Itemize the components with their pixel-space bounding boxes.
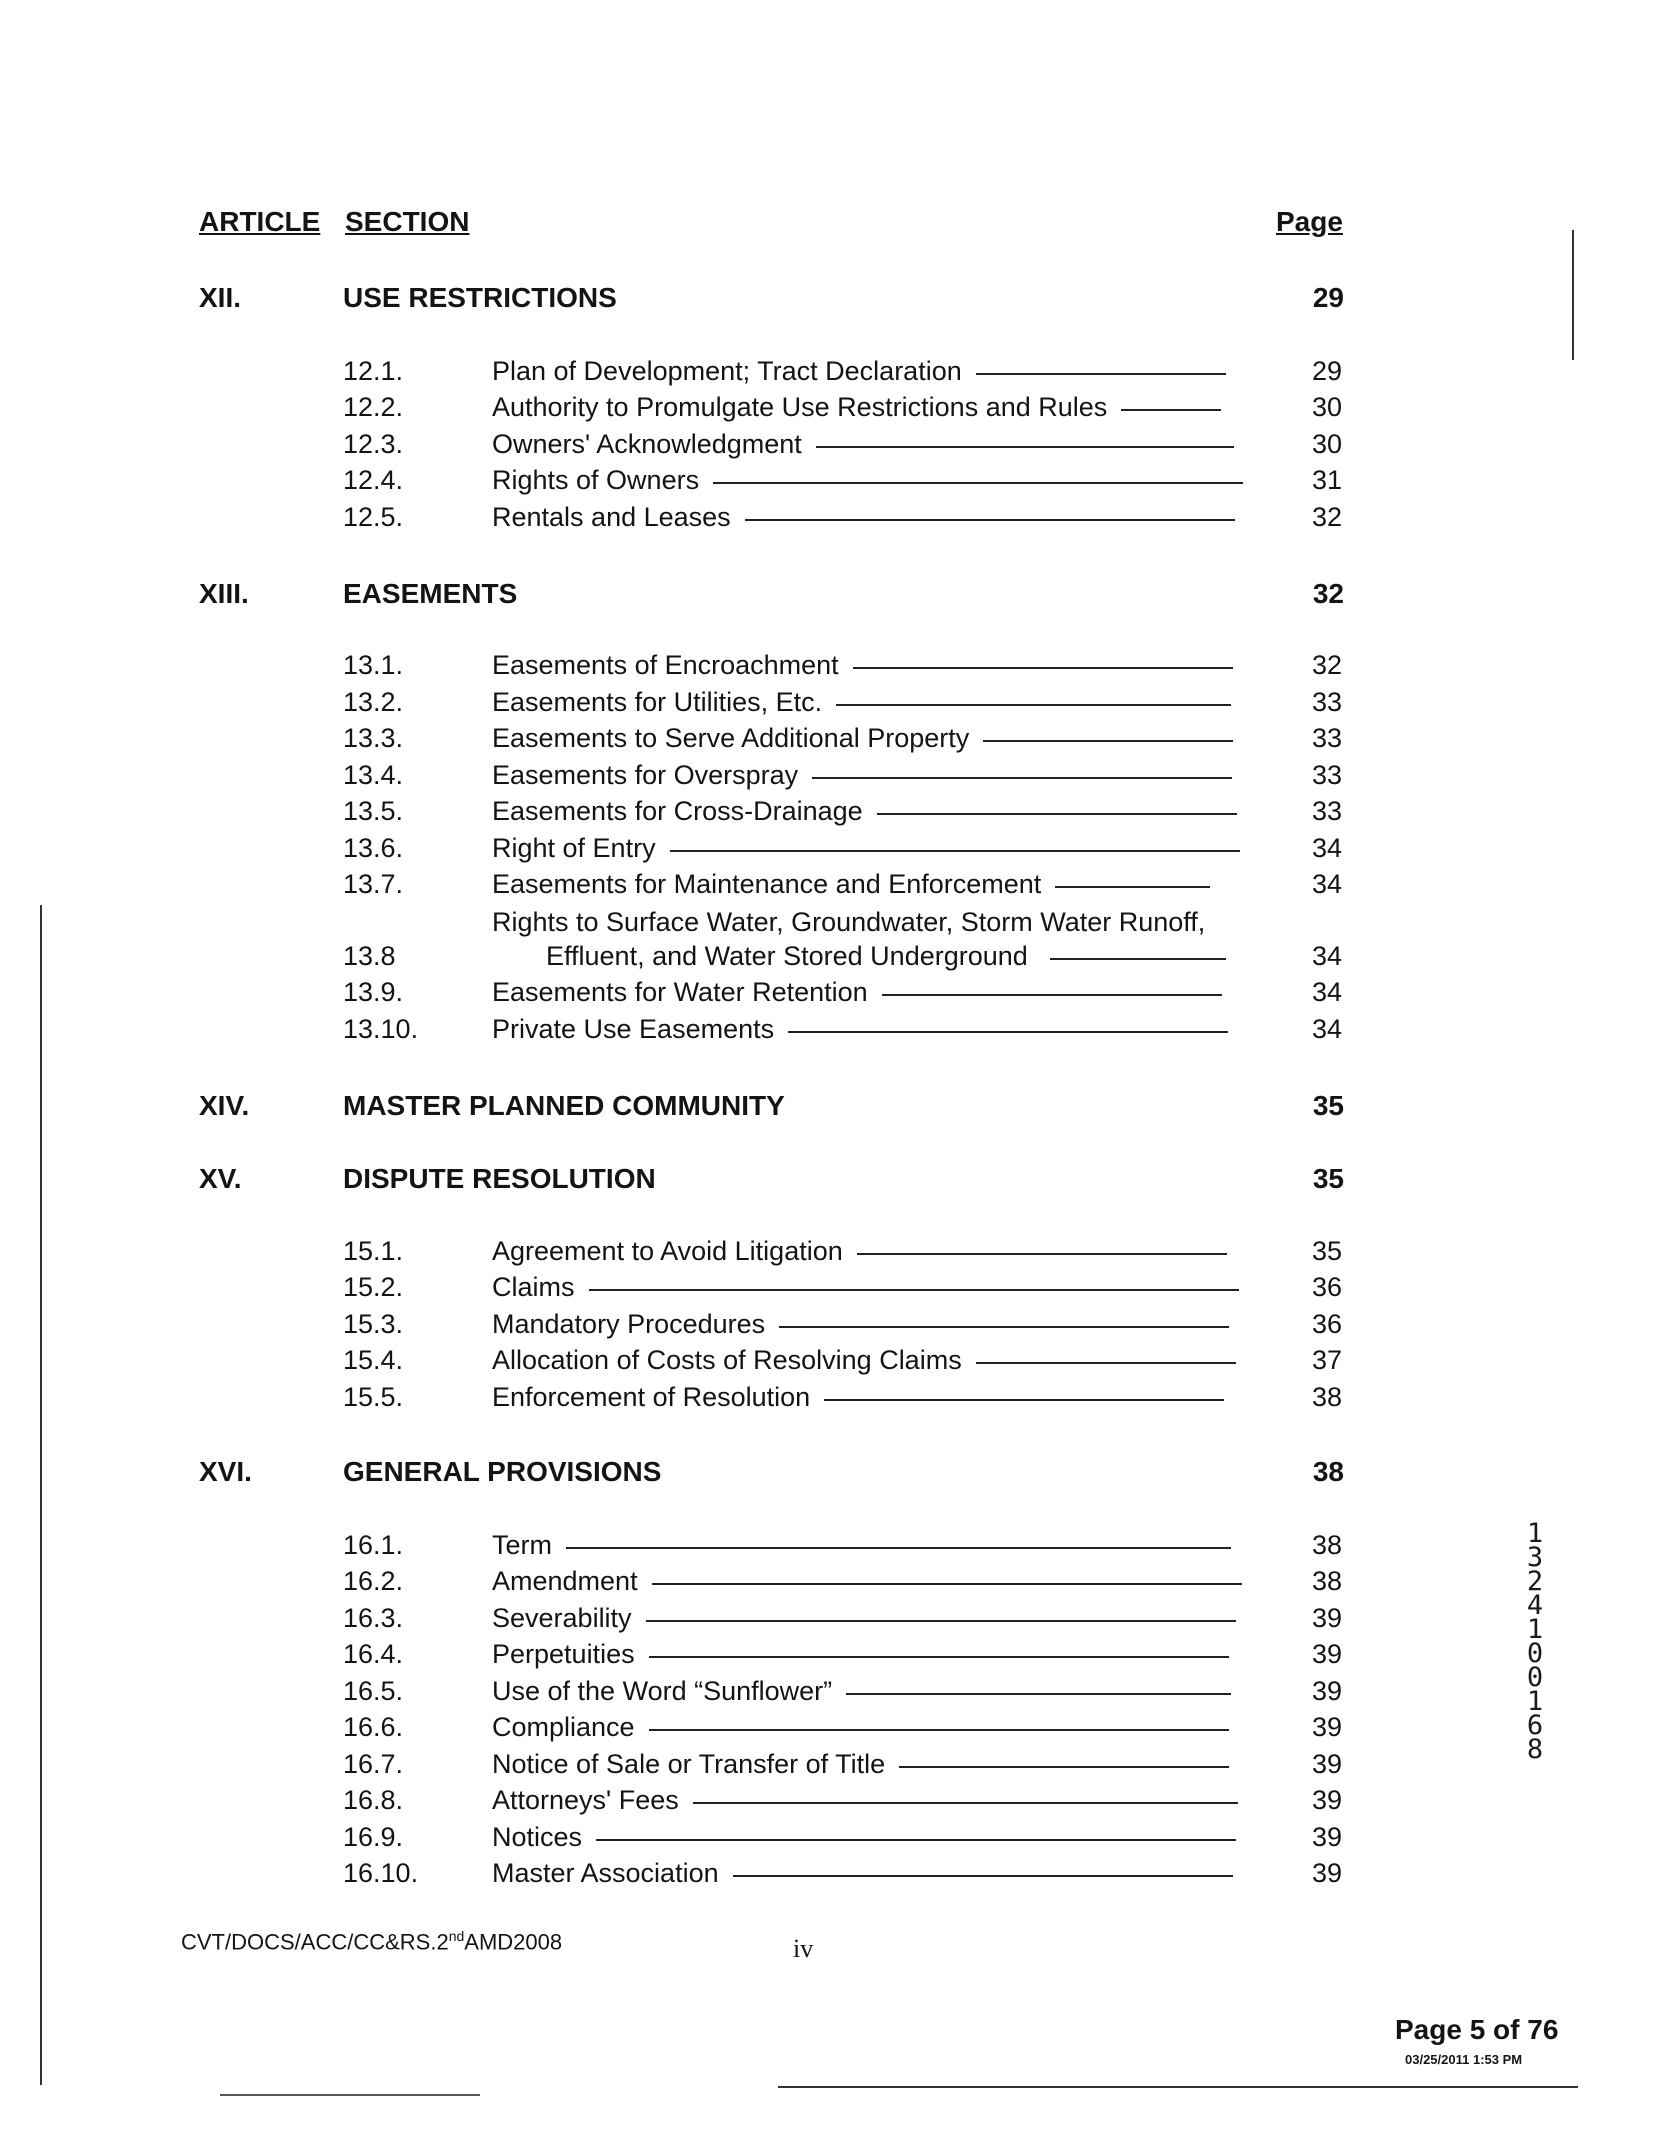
section-title: Severability [492, 1603, 1236, 1634]
section-title: Term [492, 1530, 1231, 1561]
section-page: 33 [1311, 723, 1342, 753]
section-title: Notice of Sale or Transfer of Title [492, 1749, 1229, 1780]
dot-leader [976, 1362, 1236, 1364]
article-number: XII. [199, 282, 242, 313]
section-title: Agreement to Avoid Litigation [492, 1236, 1227, 1267]
dot-leader [779, 1326, 1229, 1328]
section-page: 31 [1311, 465, 1342, 495]
dot-leader [836, 704, 1231, 706]
dot-leader [853, 667, 1233, 669]
section-number: 16.10. [343, 1858, 419, 1888]
section-page: 39 [1311, 1858, 1342, 1888]
section-page: 39 [1311, 1639, 1342, 1669]
dot-leader [877, 813, 1237, 815]
section-page: 32 [1311, 502, 1342, 532]
dot-leader [857, 1253, 1227, 1255]
dot-leader [816, 446, 1234, 448]
section-title: Easements for Utilities, Etc. [492, 687, 1231, 718]
article-number: XV. [199, 1163, 242, 1194]
dot-leader [788, 1031, 1228, 1033]
section-title: Enforcement of Resolution [492, 1382, 1224, 1413]
section-page: 30 [1311, 392, 1342, 422]
section-page: 29 [1311, 356, 1342, 386]
section-page: 39 [1311, 1785, 1342, 1815]
section-title: Rentals and Leases [492, 502, 1235, 533]
section-title: Compliance [492, 1712, 1229, 1743]
article-page: 29 [1312, 282, 1344, 313]
header-page: Page [1276, 206, 1343, 237]
article-page: 38 [1312, 1456, 1344, 1487]
section-page: 39 [1311, 1603, 1342, 1633]
section-page: 34 [1311, 941, 1342, 971]
page-of-total: Page 5 of 76 [1395, 2014, 1559, 2045]
section-title-line-2: Effluent, and Water Stored Underground [546, 941, 1226, 972]
section-number: 12.3. [343, 429, 404, 459]
header-section: SECTION [345, 206, 470, 237]
section-title: Attorneys' Fees [492, 1785, 1238, 1816]
section-number: 12.4. [343, 465, 404, 495]
section-title: Easements of Encroachment [492, 650, 1233, 681]
section-title: Mandatory Procedures [492, 1309, 1229, 1340]
article-title: DISPUTE RESOLUTION [343, 1163, 656, 1194]
section-title: Amendment [492, 1566, 1242, 1597]
article-page: 35 [1312, 1163, 1344, 1194]
section-title: Easements for Cross-Drainage [492, 796, 1237, 827]
dot-leader [983, 740, 1233, 742]
article-title: MASTER PLANNED COMMUNITY [343, 1090, 785, 1121]
section-number: 13.5. [343, 796, 404, 826]
section-page: 38 [1311, 1530, 1342, 1560]
dot-leader [824, 1399, 1224, 1401]
section-page: 34 [1311, 833, 1342, 863]
dot-leader [846, 1693, 1231, 1695]
section-page: 34 [1311, 977, 1342, 1007]
section-number: 16.5. [343, 1676, 404, 1706]
section-title: Right of Entry [492, 833, 1240, 864]
section-number: 13.2. [343, 687, 404, 717]
section-number: 13.6. [343, 833, 404, 863]
section-page: 39 [1311, 1676, 1342, 1706]
dot-leader [670, 850, 1240, 852]
section-number: 13.1. [343, 650, 404, 680]
dot-leader [733, 1875, 1233, 1877]
section-number: 15.2. [343, 1272, 404, 1302]
section-title: Easements for Water Retention [492, 977, 1222, 1008]
section-number: 15.4. [343, 1345, 404, 1375]
dot-leader [745, 519, 1235, 521]
dot-leader [1055, 886, 1210, 888]
section-page: 39 [1311, 1749, 1342, 1779]
article-page: 32 [1312, 578, 1344, 609]
scan-bottom-rule [778, 2086, 1578, 2088]
print-timestamp: 03/25/2011 1:53 PM [1405, 2052, 1523, 2067]
dot-leader [976, 373, 1226, 375]
section-title: Easements for Maintenance and Enforcement [492, 869, 1210, 900]
section-number: 12.5. [343, 502, 404, 532]
section-title: Notices [492, 1822, 1236, 1853]
section-title: Easements for Overspray [492, 760, 1232, 791]
section-number: 16.4. [343, 1639, 404, 1669]
section-number: 13.9. [343, 977, 404, 1007]
section-number: 16.6. [343, 1712, 404, 1742]
section-page: 37 [1311, 1345, 1342, 1375]
section-title-line-1: Rights to Surface Water, Groundwater, Storm Water Runoff, [492, 907, 1206, 937]
section-title: Claims [492, 1272, 1239, 1303]
roman-page-number: iv [793, 1934, 814, 1963]
section-page: 33 [1311, 760, 1342, 790]
section-number: 13.7. [343, 869, 404, 899]
article-title: USE RESTRICTIONS [343, 282, 617, 313]
dot-leader [882, 994, 1222, 996]
scan-bottom-dashes [220, 2094, 480, 2096]
dot-leader [596, 1839, 1236, 1841]
section-number: 16.3. [343, 1603, 404, 1633]
dot-leader [899, 1766, 1229, 1768]
section-number: 13.3. [343, 723, 404, 753]
section-number: 16.7. [343, 1749, 404, 1779]
section-number: 13.8 [343, 941, 396, 971]
section-page: 39 [1311, 1712, 1342, 1742]
section-title: Easements to Serve Additional Property [492, 723, 1233, 754]
section-number: 12.2. [343, 392, 404, 422]
scan-edge-left [40, 905, 42, 2085]
dot-leader [652, 1583, 1242, 1585]
section-page: 34 [1311, 1014, 1342, 1044]
section-number: 15.3. [343, 1309, 404, 1339]
section-page: 33 [1311, 796, 1342, 826]
section-title: Allocation of Costs of Resolving Claims [492, 1345, 1236, 1376]
dot-leader [646, 1620, 1236, 1622]
section-page: 36 [1311, 1272, 1342, 1302]
section-title: Master Association [492, 1858, 1233, 1889]
section-number: 15.1. [343, 1236, 404, 1266]
section-page: 34 [1311, 869, 1342, 899]
section-number: 16.2. [343, 1566, 404, 1596]
section-page: 39 [1311, 1822, 1342, 1852]
article-number: XVI. [199, 1456, 252, 1487]
section-number: 12.1. [343, 356, 404, 386]
document-path: CVT/DOCS/ACC/CC&RS.2ndAMD2008 [181, 1928, 563, 1955]
dot-leader [812, 777, 1232, 779]
dot-leader [566, 1547, 1231, 1549]
section-page: 38 [1311, 1566, 1342, 1596]
dot-leader [713, 482, 1243, 484]
section-page: 32 [1311, 650, 1342, 680]
dot-leader [1121, 409, 1221, 411]
section-title: Owners' Acknowledgment [492, 429, 1234, 460]
dot-leader [1050, 958, 1226, 960]
section-title: Private Use Easements [492, 1014, 1228, 1045]
article-number: XIII. [199, 578, 249, 609]
recording-number: 13241 00168 [1526, 1518, 1544, 1765]
article-title: GENERAL PROVISIONS [343, 1456, 662, 1487]
dot-leader [649, 1656, 1229, 1658]
section-number: 13.10. [343, 1014, 419, 1044]
article-title: EASEMENTS [343, 578, 518, 609]
section-page: 33 [1311, 687, 1342, 717]
section-title: Authority to Promulgate Use Restrictions and Rules [492, 392, 1221, 423]
section-page: 38 [1311, 1382, 1342, 1412]
section-page: 35 [1311, 1236, 1342, 1266]
section-page: 36 [1311, 1309, 1342, 1339]
dot-leader [589, 1289, 1239, 1291]
section-number: 13.4. [343, 760, 404, 790]
dot-leader [693, 1802, 1238, 1804]
section-title: Plan of Development; Tract Declaration [492, 356, 1226, 387]
article-number: XIV. [199, 1090, 250, 1121]
dot-leader [649, 1729, 1229, 1731]
header-article: ARTICLE [199, 206, 321, 237]
section-number: 15.5. [343, 1382, 404, 1412]
section-number: 16.9. [343, 1822, 404, 1852]
scan-edge-right [1572, 230, 1574, 360]
section-number: 16.8. [343, 1785, 404, 1815]
section-title: Rights of Owners [492, 465, 1243, 496]
article-page: 35 [1312, 1090, 1344, 1121]
section-number: 16.1. [343, 1530, 404, 1560]
section-page: 30 [1311, 429, 1342, 459]
section-title: Perpetuities [492, 1639, 1229, 1670]
section-title: Use of the Word “Sunflower” [492, 1676, 1231, 1707]
